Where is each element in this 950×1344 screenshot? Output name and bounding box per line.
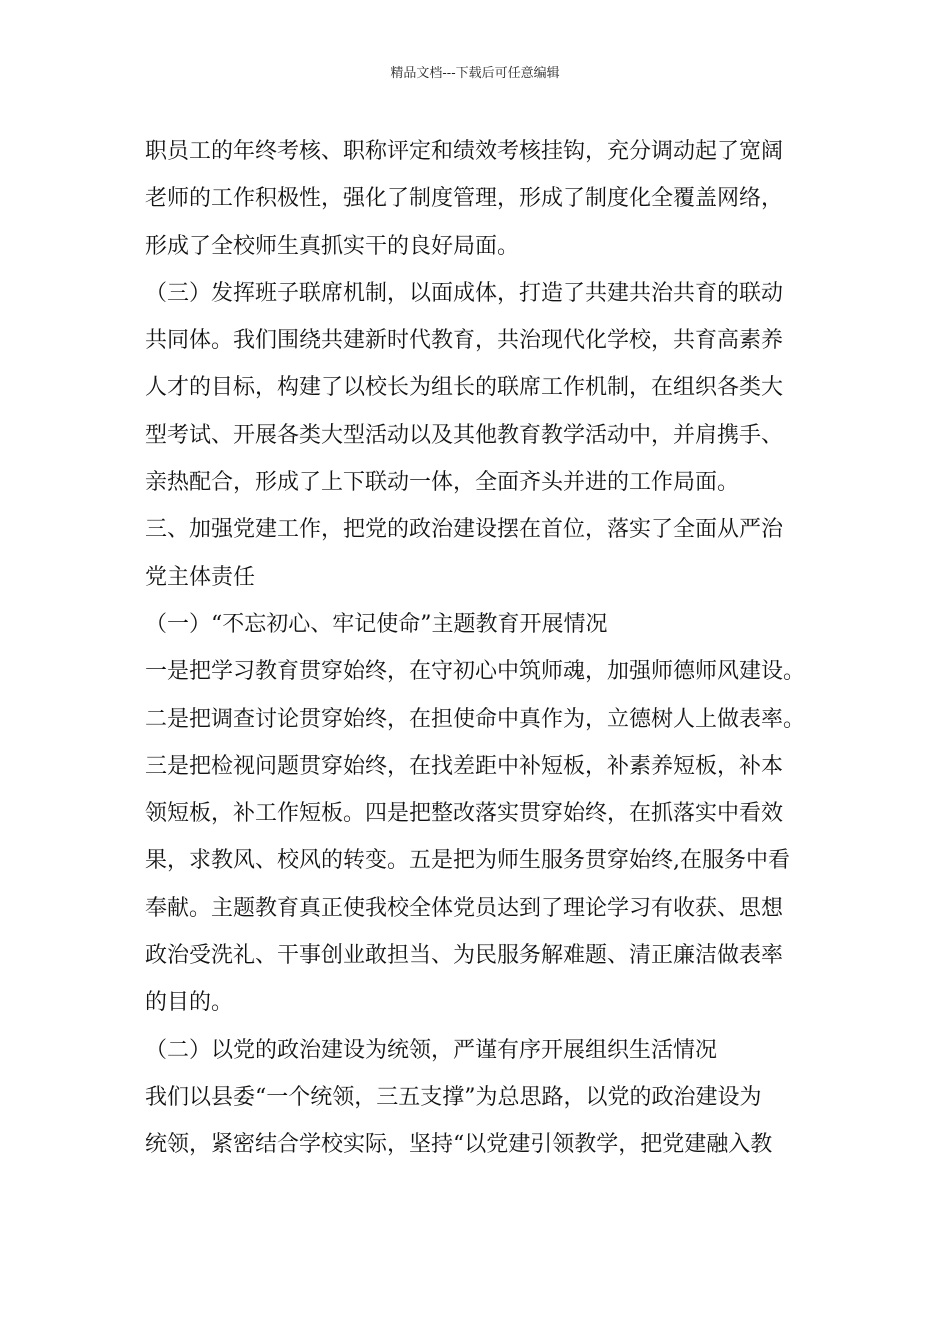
- text-line: 共同体。我们围绕共建新时代教育，共治现代化学校，共育高素养: [145, 328, 784, 354]
- section-heading: （三）发挥班子联席机制，以面成体，打造了共建共治共育的联动: [145, 280, 784, 306]
- text-line: 的目的。: [145, 990, 234, 1016]
- text-line: 亲热配合，形成了上下联动一体，全面齐头并进的工作局面。: [145, 470, 740, 496]
- text-line: 我们以县委“一个统领，三五支撑”为总思路，以党的政治建设为: [145, 1084, 762, 1110]
- document-body: [145, 128, 835, 1169]
- text-line: 人才的目标，构建了以校长为组长的联席工作机制，在组织各类大: [145, 375, 784, 401]
- text-line: 老师的工作积极性，强化了制度管理，形成了制度化全覆盖网络，: [145, 186, 784, 212]
- text-line: 职员工的年终考核、职称评定和绩效考核挂钩，充分调动起了宽阔: [145, 139, 784, 164]
- text-line: 统领，紧密结合学校实际，坚持“以党建引领教学，把党建融入教: [145, 1132, 773, 1158]
- text-line: 型考试、开展各类大型活动以及其他教育教学活动中，并肩携手、: [145, 422, 784, 448]
- page-header: 精品文档---下载后可任意编辑: [390, 66, 560, 81]
- subsection-heading: （一）“不忘初心、牢记使命”主题教育开展情况: [145, 611, 608, 637]
- section-heading: 三、加强党建工作，把党的政治建设摆在首位，落实了全面从严治: [145, 517, 784, 543]
- section-heading: 党主体责任: [145, 564, 256, 590]
- text-line: 形成了全校师生真抓实干的良好局面。: [145, 233, 520, 259]
- text-line: 政治受洗礼、干事创业敢担当、为民服务解难题、清正廉洁做表率: [145, 943, 784, 969]
- text-line: 奉献。主题教育真正使我校全体党员达到了理论学习有收获、思想: [145, 895, 784, 921]
- text-line: 一是把学习教育贯穿始终，在守初心中筑师魂，加强师德师风建设。: [145, 659, 806, 685]
- text-line: 领短板，补工作短板。四是把整改落实贯穿始终，在抓落实中看效: [145, 801, 784, 827]
- text-line: 二是把调查讨论贯穿始终，在担使命中真作为，立德树人上做表率。: [145, 706, 806, 732]
- subsection-heading: （二）以党的政治建设为统领，严谨有序开展组织生活情况: [145, 1037, 718, 1063]
- text-line: 果，求教风、校风的转变。五是把为师生服务贯穿始终,在服务中看: [145, 848, 790, 874]
- text-line: 三是把检视问题贯穿始终，在找差距中补短板，补素养短板，补本: [145, 753, 784, 779]
